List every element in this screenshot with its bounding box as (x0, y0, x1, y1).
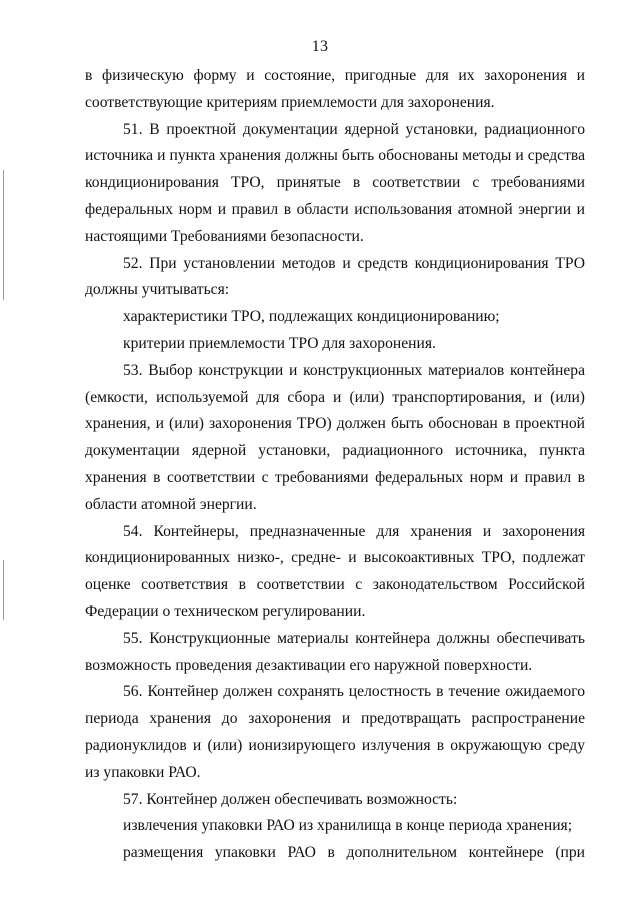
scan-edge-mark (3, 170, 4, 300)
list-item: извлечения упаковки РАО из хранилища в конце периода хранения; (123, 817, 573, 835)
list-item: критерии приемлемости ТРО для захоронения. (123, 334, 436, 352)
list-item: размещения упаковки РАО в дополнительном контейнере (при (123, 844, 585, 862)
page-number: 13 (311, 38, 329, 55)
paragraph-55: 55. Конструкционные материалы контейнера должны обеспечивать возможность проведения дезактивации его наружной поверхности. (85, 629, 585, 674)
list-item: характеристики ТРО, подлежащих кондиционированию; (123, 308, 500, 326)
paragraph-56: 56. Контейнер должен сохранять целостность в течение ожидаемого периода хранения до захоронения и предотвращать распространение радионуклидов и (или) ионизирующего излучения в окружающую среду из упаковки РАО. (85, 683, 585, 781)
paragraph-53: 53. Выбор конструкции и конструкционных материалов контейнера (емкости, используемой для сбора и (или) транспортирования, и (или) хранения, и (или) захоронения ТРО) должен быть обоснован в проектной документации ядерной установки, радиационного источника, пункта хранения в соответствии с требованиями федеральных норм и правил в области атомной энергии. (85, 361, 585, 513)
paragraph-51: 51. В проектной документации ядерной установки, радиационного источника и пункта хранения должны быть обоснованы методы и средства кондиционирования ТРО, принятые в соответствии с требованиями федеральных норм и правил в области использования атомной энергии и настоящими Требованиями безопасности. (85, 120, 585, 245)
document-body (85, 63, 585, 867)
paragraph-57: 57. Контейнер должен обеспечивать возможность: (123, 790, 458, 808)
paragraph-54: 54. Контейнеры, предназначенные для хранения и захоронения кондиционированных низко-, средне- и высокоактивных ТРО, подлежат оценке соответствия в соответствии с законодательством Российской Федерации о техническом регулировании. (85, 522, 585, 620)
paragraph-52: 52. При установлении методов и средств кондиционирования ТРО должны учитываться: (85, 254, 585, 299)
scan-edge-mark (3, 560, 4, 620)
paragraph-continuation: в физическую форму и состояние, пригодные для их захоронения и соответствующие критериям приемлемости для захоронения. (85, 67, 585, 111)
